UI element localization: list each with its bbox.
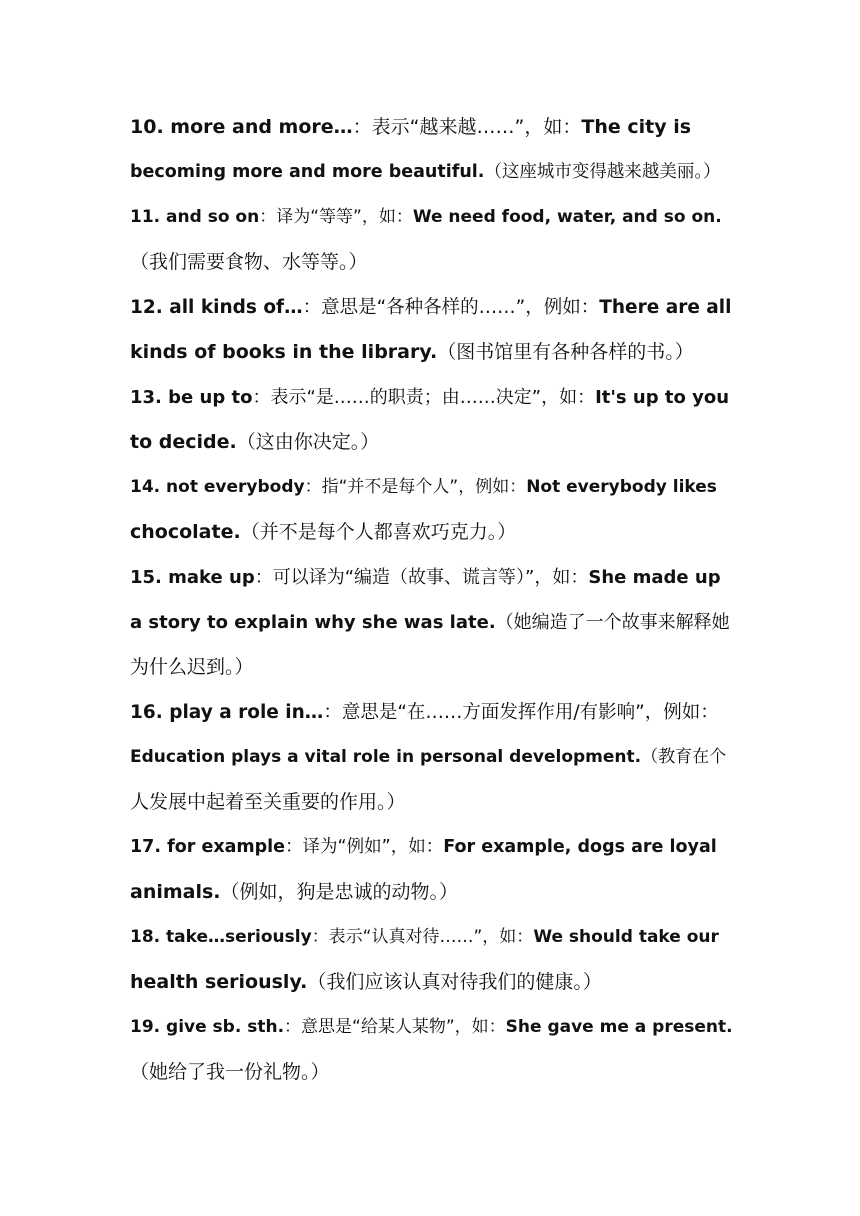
- phrase-entry: [130, 915, 733, 1005]
- chinese-text: （我们应该认真对待我们的健康。）: [307, 971, 602, 993]
- english-text: The city is: [581, 116, 692, 138]
- english-text: chocolate.: [130, 521, 241, 543]
- text-line: [130, 960, 733, 1005]
- phrase-entry: [130, 105, 733, 195]
- text-line: [130, 690, 733, 735]
- text-line: [130, 780, 733, 825]
- english-text: Not everybody likes: [526, 477, 717, 497]
- chinese-text: ：表示“认真对待……”，如：: [311, 927, 534, 947]
- chinese-text: ：表示“是……的职责；由……决定”，如：: [252, 387, 596, 408]
- text-line: [130, 195, 733, 240]
- english-text: 10. more and more…: [130, 116, 353, 138]
- text-line: [130, 1050, 733, 1095]
- english-text: There are all: [599, 297, 732, 318]
- english-text: 15. make up: [130, 567, 255, 588]
- chinese-text: （教育在个: [641, 747, 727, 767]
- chinese-text: 人发展中起着至关重要的作用。）: [130, 791, 406, 813]
- text-line: [130, 285, 733, 330]
- chinese-text: ：可以译为“编造（故事、谎言等）”，如：: [254, 567, 589, 588]
- english-text: 17. for example: [130, 837, 286, 857]
- english-text: 12. all kinds of…: [130, 297, 303, 318]
- english-text: becoming more and more beautiful.: [130, 162, 485, 182]
- phrase-entry: [130, 825, 733, 915]
- phrase-entry: [130, 285, 733, 375]
- english-text: 14. not everybody: [130, 477, 305, 497]
- english-text: kinds of books in the library.: [130, 341, 438, 363]
- english-text: 11. and so on: [130, 207, 260, 227]
- text-line: [130, 645, 733, 690]
- chinese-text: ：表示“越来越……”，如：: [352, 116, 582, 138]
- text-line: [130, 375, 733, 420]
- english-text: 16. play a role in…: [130, 702, 324, 723]
- text-line: [130, 420, 733, 465]
- text-line: [130, 870, 733, 915]
- text-line: [130, 150, 733, 195]
- english-text: For example, dogs are loyal: [443, 837, 717, 857]
- chinese-text: ：指“并不是每个人”，例如：: [304, 477, 527, 497]
- text-line: [130, 825, 733, 870]
- text-line: [130, 240, 733, 285]
- chinese-text: （例如，狗是忠诚的动物。）: [220, 881, 459, 903]
- chinese-text: ：意思是“在……方面发挥作用/有影响”，例如：: [323, 702, 719, 723]
- text-line: [130, 510, 733, 555]
- chinese-text: （我们需要食物、水等等。）: [130, 251, 368, 273]
- text-line: [130, 600, 733, 645]
- phrase-entry: [130, 555, 733, 690]
- phrase-entry: [130, 1005, 733, 1095]
- english-text: Education plays a vital role in personal development.: [130, 747, 642, 767]
- phrase-entry: [130, 375, 733, 465]
- chinese-text: 为什么迟到。）: [130, 656, 254, 678]
- phrase-entry: [130, 195, 733, 285]
- english-text: It's up to you: [595, 387, 730, 408]
- english-text: She made up: [588, 567, 721, 588]
- chinese-text: （图书馆里有各种各样的书。）: [437, 341, 694, 363]
- english-text: to decide.: [130, 431, 237, 453]
- english-text: 19. give sb. sth.: [130, 1017, 285, 1037]
- chinese-text: （她给了我一份礼物。）: [130, 1061, 330, 1083]
- chinese-text: （这由你决定。）: [236, 431, 380, 453]
- english-text: a story to explain why she was late.: [130, 612, 496, 633]
- chinese-text: （她编造了一个故事来解释她: [495, 612, 730, 633]
- chinese-text: ：意思是“给某人某物”，如：: [284, 1017, 506, 1037]
- english-text: She gave me a present.: [505, 1017, 733, 1037]
- chinese-text: （这座城市变得越来越美丽。）: [484, 162, 721, 182]
- chinese-text: （并不是每个人都喜欢巧克力。）: [240, 521, 517, 543]
- english-text: We should take our: [533, 927, 719, 947]
- english-text: We need food, water, and so on.: [412, 207, 722, 227]
- english-text: health seriously.: [130, 971, 308, 993]
- text-line: [130, 465, 733, 510]
- chinese-text: ：译为“等等”，如：: [259, 207, 413, 227]
- document-body: [130, 105, 733, 1095]
- text-line: [130, 555, 733, 600]
- chinese-text: ：译为“例如”，如：: [285, 837, 444, 857]
- text-line: [130, 105, 733, 150]
- english-text: 13. be up to: [130, 387, 253, 408]
- phrase-entry: [130, 690, 733, 825]
- english-text: 18. take…seriously: [130, 927, 312, 947]
- text-line: [130, 330, 733, 375]
- text-line: [130, 735, 733, 780]
- phrase-entry: [130, 465, 733, 555]
- chinese-text: ：意思是“各种各样的……”，例如：: [302, 297, 600, 318]
- english-text: animals.: [130, 881, 221, 903]
- text-line: [130, 915, 733, 960]
- text-line: [130, 1005, 733, 1050]
